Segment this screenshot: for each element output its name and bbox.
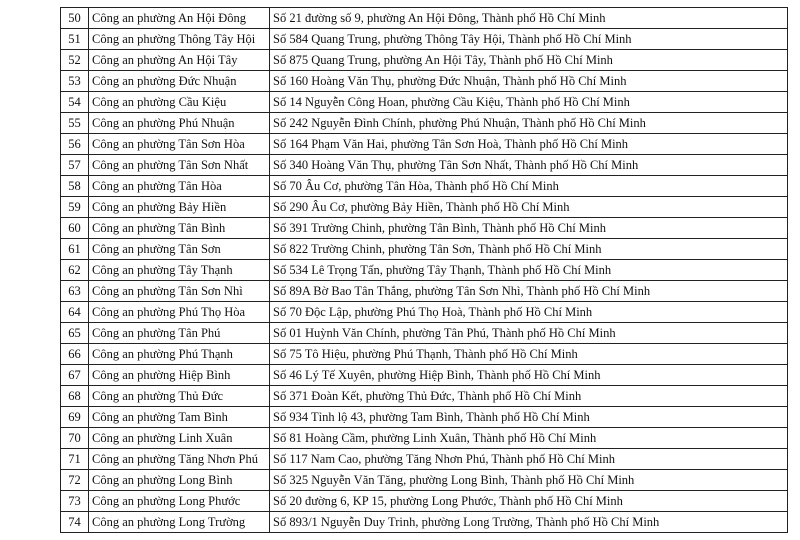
table-row	[61, 491, 788, 512]
row-number: 61	[61, 239, 89, 260]
row-number: 60	[61, 218, 89, 239]
station-address: Số 822 Trường Chinh, phường Tân Sơn, Thành phố Hồ Chí Minh	[270, 239, 788, 260]
row-number: 66	[61, 344, 89, 365]
station-name: Công an phường Tân Sơn Nhất	[89, 155, 270, 176]
table-row	[61, 386, 788, 407]
station-name: Công an phường An Hội Tây	[89, 50, 270, 71]
station-name: Công an phường Tân Bình	[89, 218, 270, 239]
row-number: 56	[61, 134, 89, 155]
station-name: Công an phường Phú Nhuận	[89, 113, 270, 134]
table-row	[61, 71, 788, 92]
station-name: Công an phường Thông Tây Hội	[89, 29, 270, 50]
station-address: Số 340 Hoàng Văn Thụ, phường Tân Sơn Nhất, Thành phố Hồ Chí Minh	[270, 155, 788, 176]
row-number: 54	[61, 92, 89, 113]
station-address: Số 164 Phạm Văn Hai, phường Tân Sơn Hoà, Thành phố Hồ Chí Minh	[270, 134, 788, 155]
row-number: 57	[61, 155, 89, 176]
station-address: Số 391 Trường Chinh, phường Tân Bình, Thành phố Hồ Chí Minh	[270, 218, 788, 239]
station-address: Số 160 Hoàng Văn Thụ, phường Đức Nhuận, Thành phố Hồ Chí Minh	[270, 71, 788, 92]
station-address: Số 21 đường số 9, phường An Hội Đông, Thành phố Hồ Chí Minh	[270, 8, 788, 29]
table-row	[61, 323, 788, 344]
table-row	[61, 197, 788, 218]
station-address: Số 290 Âu Cơ, phường Bảy Hiền, Thành phố Hồ Chí Minh	[270, 197, 788, 218]
row-number: 69	[61, 407, 89, 428]
row-number: 70	[61, 428, 89, 449]
station-address: Số 534 Lê Trọng Tấn, phường Tây Thạnh, Thành phố Hồ Chí Minh	[270, 260, 788, 281]
row-number: 50	[61, 8, 89, 29]
station-address: Số 81 Hoàng Cầm, phường Linh Xuân, Thành phố Hồ Chí Minh	[270, 428, 788, 449]
station-name: Công an phường Tân Hòa	[89, 176, 270, 197]
station-name: Công an phường Thủ Đức	[89, 386, 270, 407]
table-body	[61, 8, 788, 533]
station-address: Số 325 Nguyễn Văn Tăng, phường Long Bình, Thành phố Hồ Chí Minh	[270, 470, 788, 491]
station-address: Số 20 đường 6, KP 15, phường Long Phước, Thành phố Hồ Chí Minh	[270, 491, 788, 512]
station-name: Công an phường Long Bình	[89, 470, 270, 491]
table-row	[61, 92, 788, 113]
station-address: Số 89A Bờ Bao Tân Thắng, phường Tân Sơn Nhì, Thành phố Hồ Chí Minh	[270, 281, 788, 302]
table-row	[61, 239, 788, 260]
table-row	[61, 134, 788, 155]
station-name: Công an phường Hiệp Bình	[89, 365, 270, 386]
row-number: 59	[61, 197, 89, 218]
station-address: Số 934 Tỉnh lộ 43, phường Tam Bình, Thành phố Hồ Chí Minh	[270, 407, 788, 428]
table-row	[61, 407, 788, 428]
row-number: 62	[61, 260, 89, 281]
table-row	[61, 260, 788, 281]
station-address: Số 893/1 Nguyễn Duy Trinh, phường Long Trường, Thành phố Hồ Chí Minh	[270, 512, 788, 533]
station-address: Số 70 Âu Cơ, phường Tân Hòa, Thành phố Hồ Chí Minh	[270, 176, 788, 197]
row-number: 51	[61, 29, 89, 50]
station-name: Công an phường Tân Phú	[89, 323, 270, 344]
row-number: 55	[61, 113, 89, 134]
row-number: 58	[61, 176, 89, 197]
station-name: Công an phường Đức Nhuận	[89, 71, 270, 92]
table-row	[61, 29, 788, 50]
table-row	[61, 512, 788, 533]
station-address: Số 875 Quang Trung, phường An Hội Tây, Thành phố Hồ Chí Minh	[270, 50, 788, 71]
table-row	[61, 113, 788, 134]
row-number: 64	[61, 302, 89, 323]
station-address: Số 75 Tô Hiệu, phường Phú Thạnh, Thành phố Hồ Chí Minh	[270, 344, 788, 365]
table-row	[61, 344, 788, 365]
station-address: Số 70 Độc Lập, phường Phú Thọ Hoà, Thành phố Hồ Chí Minh	[270, 302, 788, 323]
station-name: Công an phường Long Phước	[89, 491, 270, 512]
station-name: Công an phường Linh Xuân	[89, 428, 270, 449]
station-name: Công an phường Tân Sơn	[89, 239, 270, 260]
station-address: Số 01 Huỳnh Văn Chính, phường Tân Phú, Thành phố Hồ Chí Minh	[270, 323, 788, 344]
row-number: 53	[61, 71, 89, 92]
station-name: Công an phường Phú Thạnh	[89, 344, 270, 365]
table-row	[61, 449, 788, 470]
row-number: 65	[61, 323, 89, 344]
police-station-table	[60, 7, 788, 533]
table-row	[61, 8, 788, 29]
table-row	[61, 176, 788, 197]
station-name: Công an phường Bảy Hiền	[89, 197, 270, 218]
row-number: 67	[61, 365, 89, 386]
row-number: 63	[61, 281, 89, 302]
station-address: Số 117 Nam Cao, phường Tăng Nhơn Phú, Thành phố Hồ Chí Minh	[270, 449, 788, 470]
table-row	[61, 281, 788, 302]
station-name: Công an phường Cầu Kiệu	[89, 92, 270, 113]
station-address: Số 14 Nguyễn Công Hoan, phường Cầu Kiệu, Thành phố Hồ Chí Minh	[270, 92, 788, 113]
table-row	[61, 218, 788, 239]
table-row	[61, 365, 788, 386]
row-number: 52	[61, 50, 89, 71]
station-address: Số 584 Quang Trung, phường Thông Tây Hội, Thành phố Hồ Chí Minh	[270, 29, 788, 50]
station-address: Số 371 Đoàn Kết, phường Thủ Đức, Thành phố Hồ Chí Minh	[270, 386, 788, 407]
table-row	[61, 302, 788, 323]
row-number: 68	[61, 386, 89, 407]
station-name: Công an phường Tăng Nhơn Phú	[89, 449, 270, 470]
table-row	[61, 428, 788, 449]
row-number: 71	[61, 449, 89, 470]
table-row	[61, 155, 788, 176]
station-address: Số 242 Nguyễn Đình Chính, phường Phú Nhuận, Thành phố Hồ Chí Minh	[270, 113, 788, 134]
station-name: Công an phường Tân Sơn Nhì	[89, 281, 270, 302]
table-row	[61, 50, 788, 71]
station-name: Công an phường Tây Thạnh	[89, 260, 270, 281]
row-number: 74	[61, 512, 89, 533]
station-name: Công an phường Tam Bình	[89, 407, 270, 428]
station-name: Công an phường Phú Thọ Hòa	[89, 302, 270, 323]
table-row	[61, 470, 788, 491]
row-number: 72	[61, 470, 89, 491]
station-address: Số 46 Lý Tế Xuyên, phường Hiệp Bình, Thành phố Hồ Chí Minh	[270, 365, 788, 386]
station-name: Công an phường Tân Sơn Hòa	[89, 134, 270, 155]
station-name: Công an phường An Hội Đông	[89, 8, 270, 29]
station-name: Công an phường Long Trường	[89, 512, 270, 533]
row-number: 73	[61, 491, 89, 512]
